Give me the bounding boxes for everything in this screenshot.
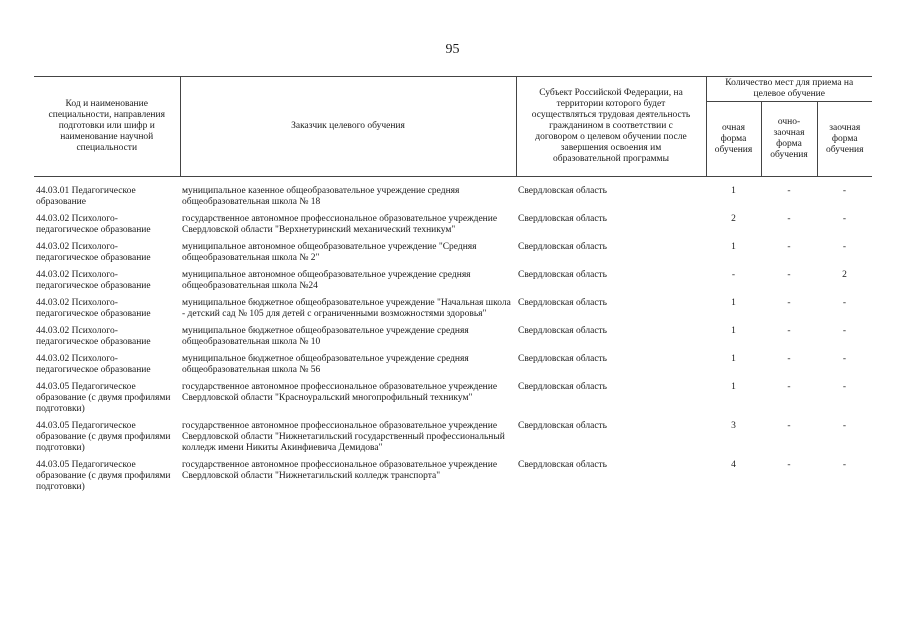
row-part-time: - <box>787 186 791 196</box>
row-correspondence: - <box>842 326 847 336</box>
row-customer: муниципальное автономное общеобразовательное учреждение "Средняя общеобразовательная школа № 2" <box>182 242 477 263</box>
row-customer: государственное автономное профессиональное образовательное учреждение Свердловской области "Нижнетагильский государственный профессиональный колледж имени Никиты Акинфиевича Демидова" <box>182 421 505 453</box>
row-correspondence: 2 <box>842 270 847 280</box>
row-correspondence: - <box>842 421 847 431</box>
table-row <box>34 185 872 213</box>
table-row <box>34 420 872 459</box>
row-part-time: - <box>787 382 791 392</box>
table-row <box>34 459 872 498</box>
header-places: Количество мест для приема на целевое обучение <box>706 77 872 102</box>
header-subject: Субъект Российской Федерации, на территории которого будет осуществляться трудовая деятельность гражданином в соответствии с договором о целевом обучении после завершения освоения им образовательной программы <box>516 77 706 177</box>
row-customer: муниципальное казенное общеобразовательное учреждение средняя общеобразовательная школа № 18 <box>182 186 460 207</box>
row-correspondence: - <box>842 354 847 364</box>
row-full-time: 2 <box>731 214 736 224</box>
row-full-time: 1 <box>731 382 736 392</box>
row-customer: муниципальное бюджетное общеобразовательное учреждение средняя общеобразовательная школа № 56 <box>182 354 469 375</box>
table-row <box>34 269 872 297</box>
row-customer: муниципальное бюджетное общеобразовательное учреждение "Начальная школа - детский сад № 105 для детей с ограниченными возможностями здоровья" <box>182 298 511 319</box>
row-full-time: 1 <box>731 186 736 196</box>
header-full-time: очная форма обучения <box>706 102 761 177</box>
header-customer: Заказчик целевого обучения <box>180 77 516 177</box>
row-code: 44.03.01 Педагогическое образование <box>36 186 136 207</box>
row-subject: Свердловская область <box>518 421 608 431</box>
row-part-time: - <box>787 326 791 336</box>
row-code: 44.03.05 Педагогическое образование (с двумя профилями подготовки) <box>36 421 171 453</box>
page-number: 95 <box>445 42 460 57</box>
row-part-time: - <box>787 354 791 364</box>
row-full-time: 1 <box>731 354 736 364</box>
row-customer: государственное автономное профессиональное образовательное учреждение Свердловской области "Верхнетуринский механический техникум" <box>182 214 498 235</box>
row-part-time: - <box>787 421 791 431</box>
row-code: 44.03.02 Психолого-педагогическое образование <box>36 214 151 235</box>
row-subject: Свердловская область <box>518 214 608 224</box>
row-correspondence: - <box>842 214 847 224</box>
table-row <box>34 381 872 420</box>
row-subject: Свердловская область <box>518 460 608 470</box>
table-row <box>34 241 872 269</box>
row-full-time: 3 <box>731 421 736 431</box>
row-subject: Свердловская область <box>518 354 608 364</box>
row-customer: государственное автономное профессиональное образовательное учреждение Свердловской области "Нижнетагильский колледж транспорта" <box>182 460 498 481</box>
row-code: 44.03.02 Психолого-педагогическое образование <box>36 242 151 263</box>
row-correspondence: - <box>842 460 847 470</box>
header-correspondence: заочная форма обучения <box>817 102 872 177</box>
row-subject: Свердловская область <box>518 186 608 196</box>
row-part-time: - <box>787 270 791 280</box>
table-row <box>34 325 872 353</box>
row-full-time: 1 <box>731 298 736 308</box>
row-full-time: 1 <box>731 242 736 252</box>
row-full-time: - <box>731 270 736 280</box>
row-subject: Свердловская область <box>518 326 608 336</box>
row-code: 44.03.02 Психолого-педагогическое образование <box>36 298 151 319</box>
row-code: 44.03.05 Педагогическое образование (с двумя профилями подготовки) <box>36 460 171 492</box>
table-row <box>34 297 872 325</box>
row-code: 44.03.05 Педагогическое образование (с двумя профилями подготовки) <box>36 382 171 414</box>
row-code: 44.03.02 Психолого-педагогическое образование <box>36 270 151 291</box>
header-code: Код и наименование специальности, направления подготовки или шифр и наименование научной специальности <box>34 77 180 177</box>
row-subject: Свердловская область <box>518 298 608 308</box>
header-part-time: очно-заочная форма обучения <box>761 102 817 177</box>
row-part-time: - <box>787 460 791 470</box>
row-subject: Свердловская область <box>518 382 608 392</box>
row-subject: Свердловская область <box>518 242 608 252</box>
table-row <box>34 213 872 241</box>
row-full-time: 4 <box>731 460 736 470</box>
table-row <box>34 353 872 381</box>
row-customer: муниципальное бюджетное общеобразовательное учреждение средняя общеобразовательная школа № 10 <box>182 326 469 347</box>
row-part-time: - <box>787 242 791 252</box>
row-subject: Свердловская область <box>518 270 608 280</box>
target-admission-table <box>34 76 872 498</box>
row-correspondence: - <box>842 298 847 308</box>
row-correspondence: - <box>842 382 847 392</box>
row-full-time: 1 <box>731 326 736 336</box>
row-part-time: - <box>787 214 791 224</box>
row-correspondence: - <box>842 186 847 196</box>
row-part-time: - <box>787 298 791 308</box>
row-correspondence: - <box>842 242 847 252</box>
row-code: 44.03.02 Психолого-педагогическое образование <box>36 354 151 375</box>
row-customer: муниципальное автономное общеобразовательное учреждение средняя общеобразовательная школа №24 <box>182 270 471 291</box>
row-code: 44.03.02 Психолого-педагогическое образование <box>36 326 151 347</box>
row-customer: государственное автономное профессиональное образовательное учреждение Свердловской области "Красноуральский многопрофильный техникум" <box>182 382 498 403</box>
